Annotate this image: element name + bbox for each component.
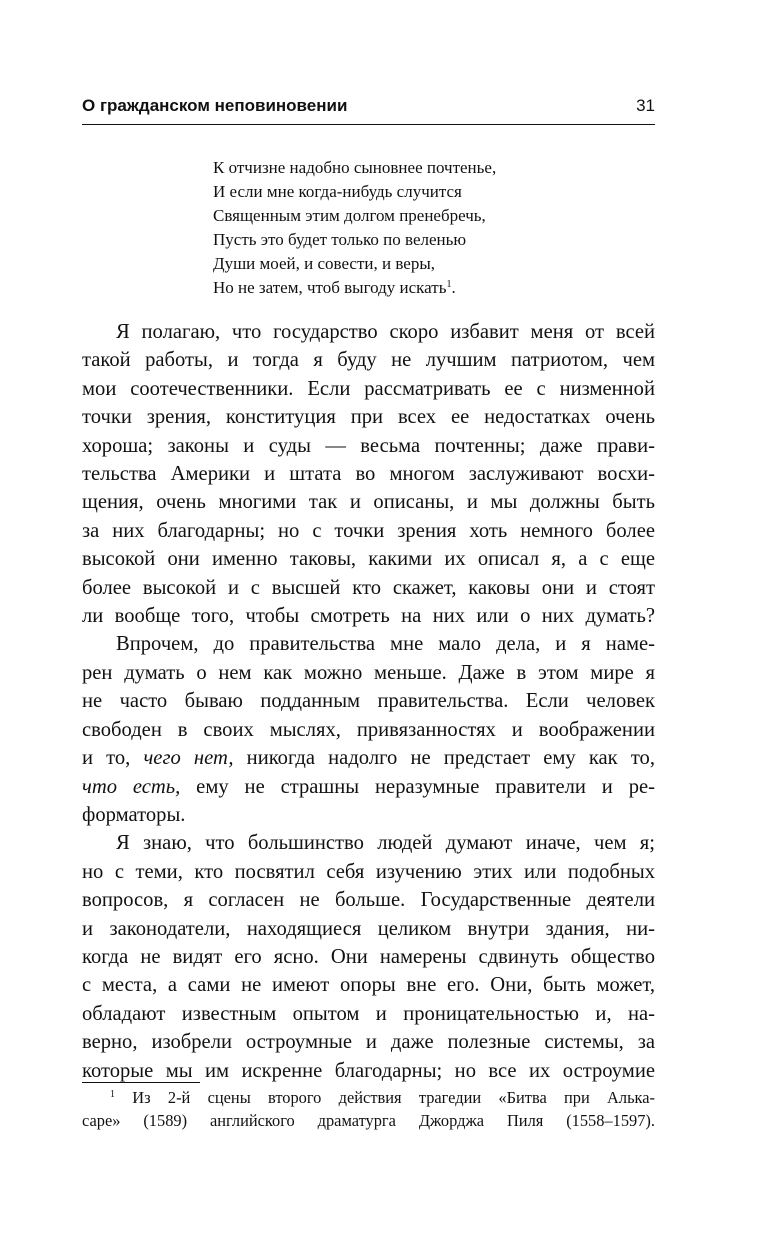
footnote-line <box>82 1086 655 1109</box>
text-line: щения, очень многими так и описаны, и мы должны быть <box>82 491 655 514</box>
paragraph-2 <box>82 630 655 829</box>
text-line: с места, а сами не имеют опоры вне его. Они, быть может, <box>82 974 655 997</box>
text-line: ли вообще того, чтобы смотреть на них или о них думать? <box>82 605 655 628</box>
text-line-mixed <box>82 744 655 772</box>
verse-line: Души моей, и совести, и веры, <box>213 254 435 273</box>
italic-phrase: что есть, <box>82 775 181 798</box>
footnote <box>82 1086 655 1132</box>
footnote-line: саре» (1589) английского драматурга Джорджа Пиля (1558–1597). <box>82 1111 655 1130</box>
verse-line-text: Но не затем, чтоб выгоду искать <box>213 278 447 297</box>
text-line-mixed <box>82 773 655 801</box>
verse-line: Пусть это будет только по веленью <box>213 230 467 249</box>
text-line: Я знаю, что большинство людей думают иначе, чем я; <box>116 832 655 855</box>
text-line: но с теми, кто посвятил себя изучению этих или подобных <box>82 860 655 883</box>
text-line: обладают известным опытом и проницательностью и, на- <box>82 1002 655 1025</box>
text-run: никогда надолго не предстает ему как то, <box>233 747 655 770</box>
footnote-text: Из 2-й сцены второго действия трагедии «Битва при Алька- <box>115 1088 655 1107</box>
verse-end-punct: . <box>451 278 456 297</box>
verse-line: И если мне когда-нибудь случится <box>213 182 462 201</box>
body-text <box>82 318 655 1085</box>
verse-epigraph <box>213 156 653 300</box>
verse-line-last <box>213 276 653 300</box>
text-line: когда не видят его ясно. Они намерены сдвинуть общество <box>82 945 655 968</box>
running-title: О гражданском неповиновении <box>82 96 348 115</box>
footnote-mark: 1 <box>110 1089 115 1100</box>
text-line: верно, изобрели остроумные и даже полезные системы, за <box>82 1031 655 1054</box>
header-rule <box>82 124 655 125</box>
text-run: и то, <box>82 747 144 770</box>
text-line: не часто бываю подданным правительства. Если человек <box>82 690 655 713</box>
text-line: свободен в своих мыслях, привязанностях и воображении <box>82 718 655 741</box>
text-line: более высокой и с высшей кто скажет, каковы они и стоят <box>82 576 655 599</box>
paragraph-3 <box>82 829 655 1085</box>
text-line: высокой они именно таковы, какими их описал я, а с еще <box>82 548 655 571</box>
text-line: и законодатели, находящиеся целиком внутри здания, ни- <box>82 917 655 940</box>
text-line: Я полагаю, что государство скоро избавит меня от всей <box>116 321 655 343</box>
text-line: вопросов, я согласен не больше. Государственные деятели <box>82 889 655 912</box>
footnote-rule <box>82 1082 200 1083</box>
text-line: такой работы, и тогда я буду не лучшим патриотом, чем <box>82 349 655 372</box>
text-line: которые мы им искренне благодарны; но все их остроумие <box>82 1059 655 1082</box>
text-line: хороша; законы и суды — весьма почтенны; даже прави- <box>82 434 655 457</box>
verse-line: Священным этим долгом пренебречь, <box>213 206 486 225</box>
page-number: 31 <box>636 96 655 115</box>
text-run: ему не страшны неразумные правители и ре- <box>180 775 656 798</box>
text-line: рен думать о нем как можно меньше. Даже в этом мире я <box>82 661 655 684</box>
text-line: мои соотечественники. Если рассматривать ее с низменной <box>82 377 655 400</box>
footnote-reference[interactable]: 1 <box>446 279 452 290</box>
verse-line: К отчизне надобно сыновнее почтенье, <box>213 158 497 177</box>
text-line: форматоры. <box>82 803 186 826</box>
text-line: тельства Америки и штата во многом заслуживают восхи- <box>82 463 655 486</box>
text-line: за них благодарны; но с точки зрения хоть немного более <box>82 519 655 542</box>
text-line: Впрочем, до правительства мне мало дела, и я наме- <box>116 633 655 656</box>
text-line: точки зрения, конституция при всех ее недостатках очень <box>82 406 655 429</box>
paragraph-1 <box>82 318 655 630</box>
italic-phrase: чего нет, <box>143 747 234 770</box>
running-head <box>82 96 655 124</box>
